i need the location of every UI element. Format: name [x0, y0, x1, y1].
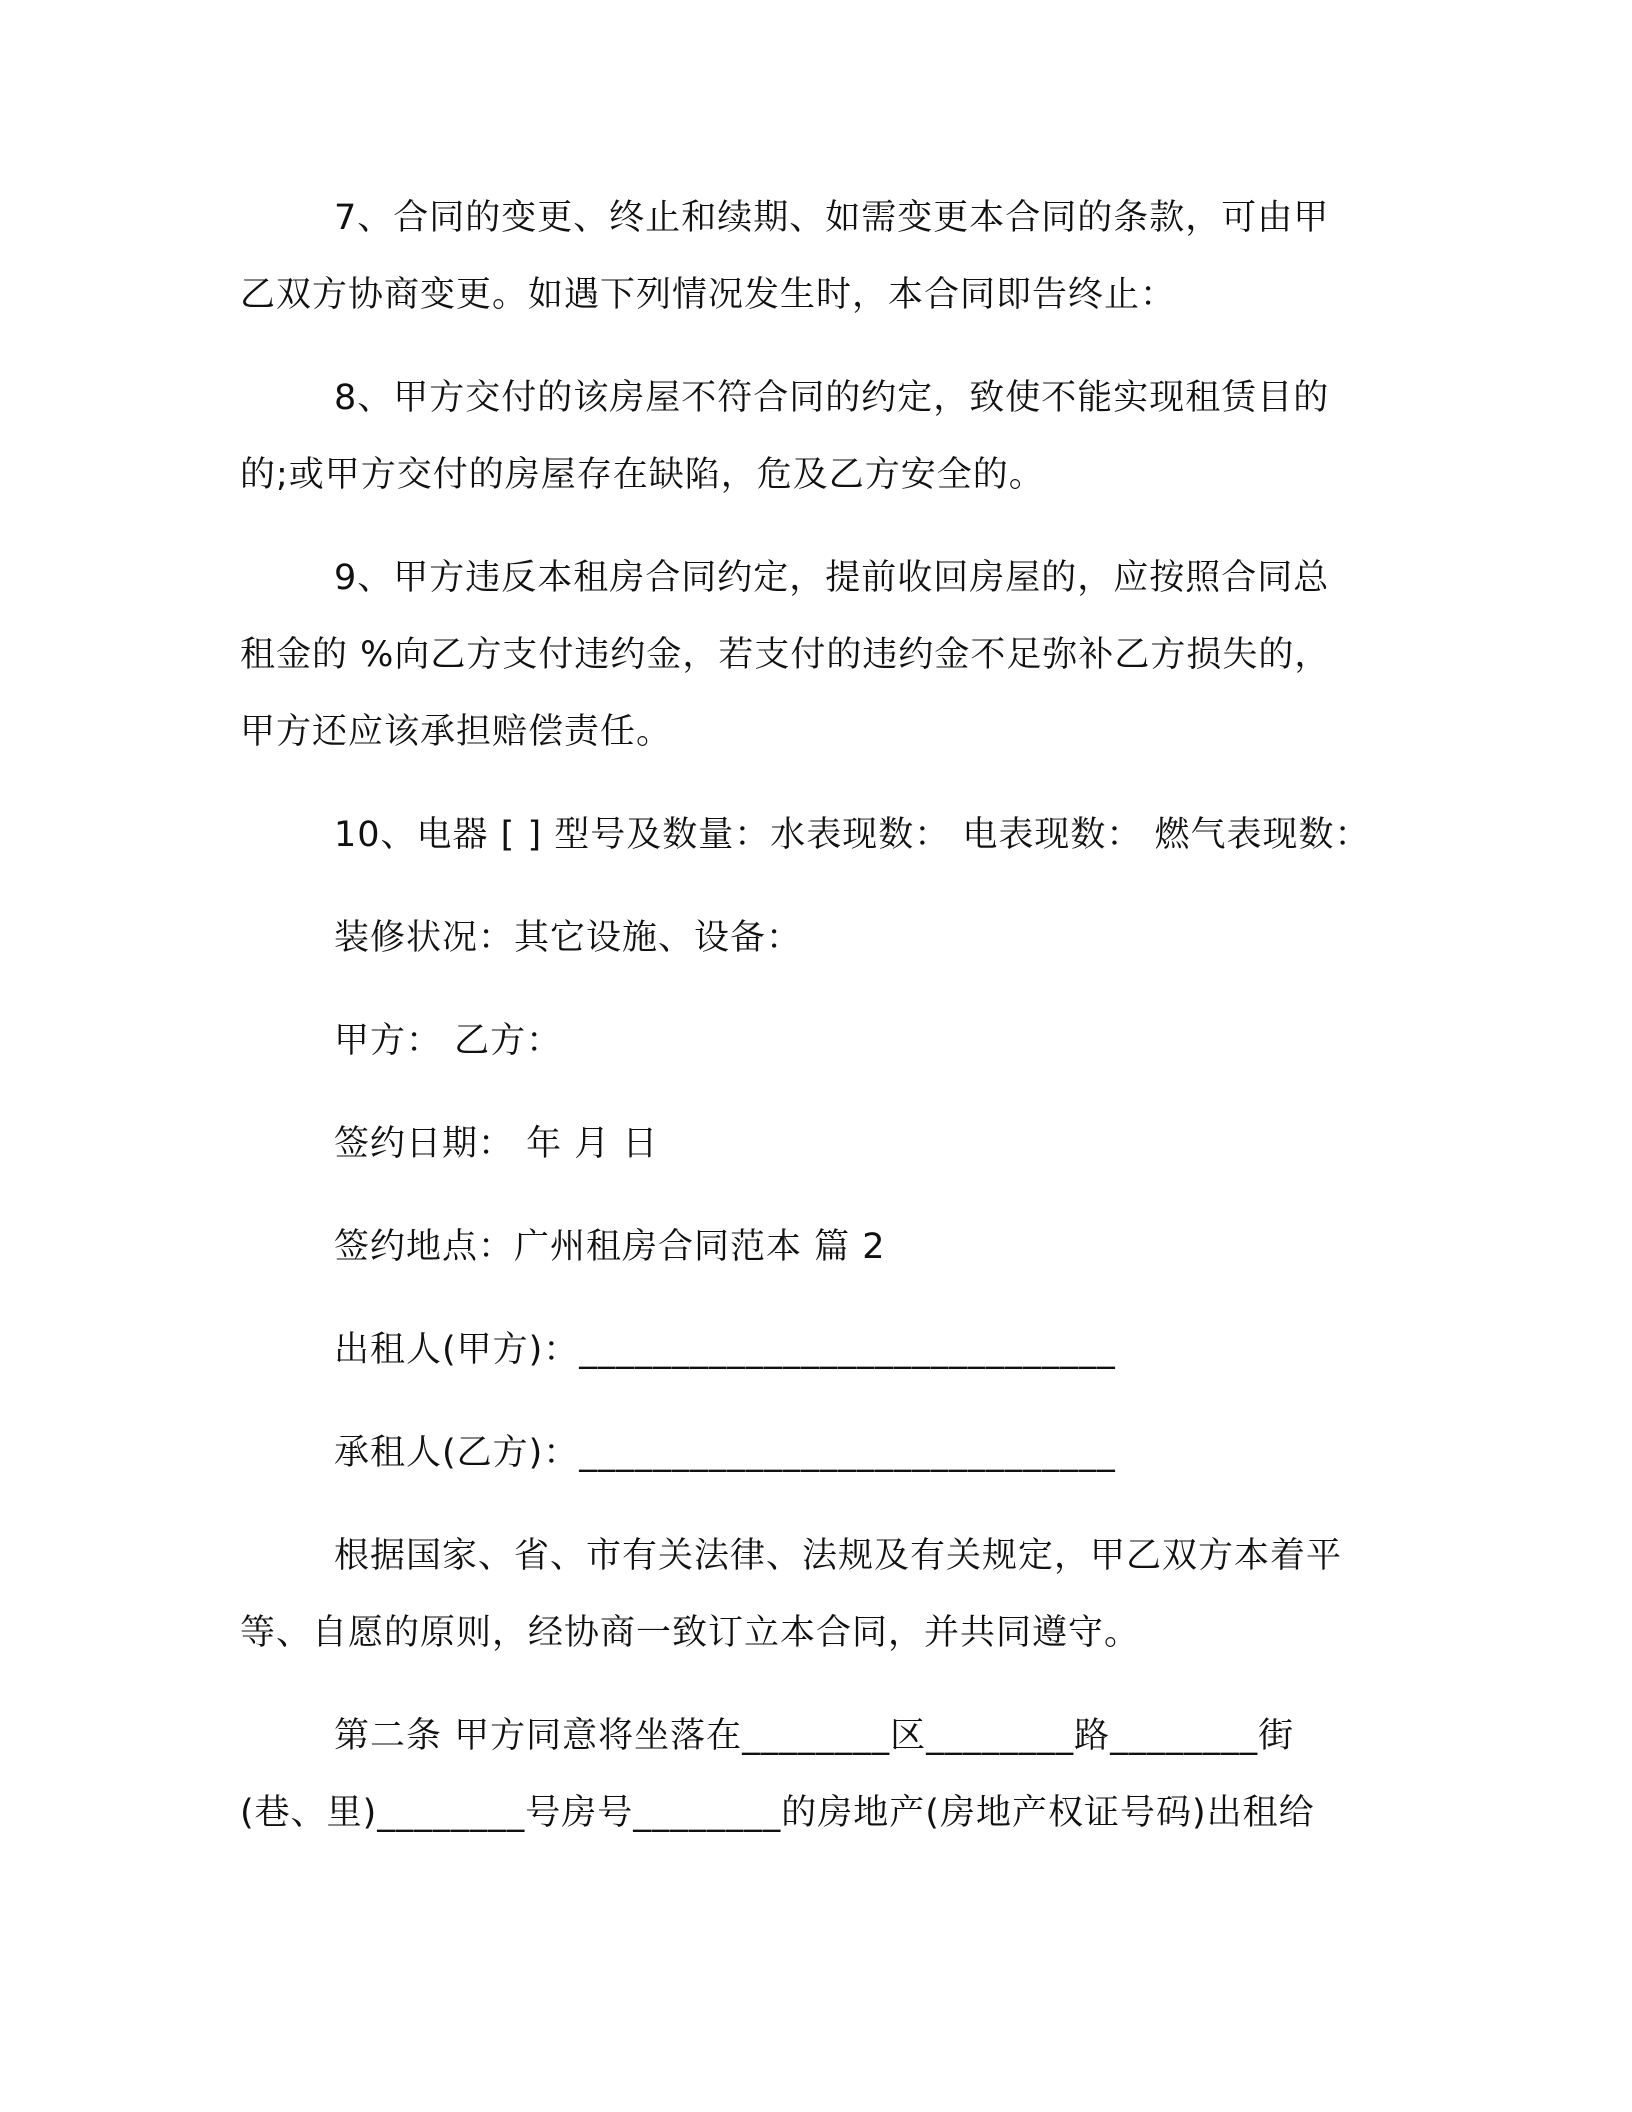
clause-8-line-2: 的;或甲方交付的房屋存在缺陷，危及乙方安全的。: [240, 455, 1045, 495]
parties-line: 甲方： 乙方：: [334, 1021, 563, 1061]
decoration-status-line: 装修状况：其它设施、设备：: [334, 918, 803, 958]
clause-10-line: 10、电器 [ ] 型号及数量：水表现数： 电表现数： 燃气表现数：: [334, 815, 1371, 855]
article-2-line-2: (巷、里)________号房号________的房地产(房地产权证号码)出租给: [240, 1793, 1315, 1833]
preamble-line-2: 等、自愿的原则，经协商一致订立本合同，并共同遵守。: [240, 1613, 1141, 1653]
clause-8-line-1: 8、甲方交付的该房屋不符合同的约定，致使不能实现租赁目的: [334, 378, 1330, 418]
lessor-line: 出租人(甲方)：_____________________________: [334, 1330, 1116, 1370]
clause-7-line-2: 乙双方协商变更。如遇下列情况发生时，本合同即告终止：: [240, 275, 1177, 315]
clause-9-line-2: 租金的 %向乙方支付违约金，若支付的违约金不足弥补乙方损失的，: [240, 635, 1331, 675]
lessee-line: 承租人(乙方)：_____________________________: [334, 1433, 1116, 1473]
clause-9-line-3: 甲方还应该承担赔偿责任。: [240, 712, 673, 752]
preamble-line-1: 根据国家、省、市有关法律、法规及有关规定，甲乙双方本着平: [334, 1536, 1343, 1576]
signing-place-line: 签约地点：广州租房合同范本 篇 2: [334, 1227, 886, 1267]
clause-9-line-1: 9、甲方违反本租房合同约定，提前收回房屋的，应按照合同总: [334, 558, 1330, 598]
article-2-line-1: 第二条 甲方同意将坐落在________区________路________街: [334, 1716, 1295, 1756]
signing-date-line: 签约日期： 年 月 日: [334, 1124, 659, 1164]
clause-7-line-1: 7、合同的变更、终止和续期、如需变更本合同的条款，可由甲: [334, 198, 1330, 238]
